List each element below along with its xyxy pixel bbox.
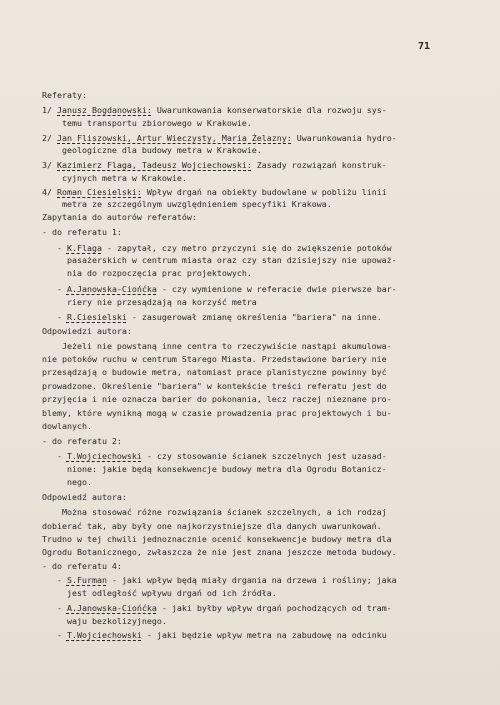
line-text: Jeżeli nie powstaną inne centra to rzeczywiście nastąpi akumulowa-	[61, 341, 392, 351]
document-line	[42, 133, 500, 144]
line-text: przyjęcia i nie oznacza barier do pokonania, lecz raczej nieznane pro-	[42, 394, 392, 404]
document-line	[42, 118, 500, 129]
line-text: - jaki byłby wpływ drgań pochodzących od tram-	[156, 603, 392, 613]
line-text: Wpływ drgań na obiekty budowlane w pobliżu linii	[141, 187, 387, 197]
line-prefix	[42, 173, 62, 183]
line-text: - do referatu 2:	[42, 436, 122, 446]
line-prefix	[42, 507, 62, 517]
document-line	[42, 187, 500, 198]
underlined-name: T.Wojciechowski	[66, 630, 142, 640]
line-prefix	[42, 464, 67, 474]
line-prefix	[42, 341, 62, 351]
document-line	[42, 575, 500, 586]
document-line	[42, 521, 500, 532]
line-text: - czy wymienione w referacie dwie pierwsze bar-	[156, 284, 397, 294]
line-prefix: -	[42, 284, 67, 294]
line-prefix: 1/	[42, 105, 57, 115]
line-prefix: -	[42, 575, 67, 585]
document-line	[42, 212, 500, 223]
underlined-name: S.Furman	[66, 575, 107, 585]
line-text: waju bezkolizyjnego.	[66, 616, 167, 626]
line-text: - zasugerował zmianę określenia "bariera" na inne.	[126, 312, 382, 322]
document-line	[42, 630, 500, 641]
line-prefix	[42, 588, 67, 598]
line-text: prowadzone. Określenie "bariera" w kontekście treści referatu jest do	[42, 381, 387, 391]
document-line	[42, 507, 500, 518]
line-text: Zasady rozwiązań konstruk-	[251, 160, 387, 170]
document-line	[42, 312, 500, 323]
line-text: jest odległość wpływu drgań od ich źródła.	[66, 588, 277, 598]
line-text: nego.	[66, 477, 92, 487]
document-line	[42, 255, 500, 266]
document-line	[42, 105, 500, 116]
document-line	[42, 421, 500, 432]
line-text: Uwarunkowania konserwatorskie dla rozwoju sys-	[151, 105, 387, 115]
line-text: metra ze szczególnym uwzględnieniem specyfiki Krakowa.	[61, 199, 332, 209]
line-prefix: 3/	[42, 160, 57, 170]
document-line	[42, 326, 500, 337]
line-text: Trudno w tej chwili jednoznacznie ocenić konsekwencje budowy metra dla	[42, 534, 392, 544]
document-line	[42, 367, 500, 378]
line-text: - do referatu 1:	[42, 227, 122, 237]
underlined-name: Jan Fliszowski, Artur Wieczysty, Maria Żelazny:	[57, 133, 292, 143]
document-line	[42, 145, 500, 156]
line-text: Zapytania do autorów referatów:	[42, 212, 197, 222]
underlined-name: A.Janowska-Ciońćka	[66, 603, 157, 613]
line-text: Można stosować różne rozwiązania ścianek szczelnych, a ich rodzaj	[61, 507, 387, 517]
document-line	[42, 477, 500, 488]
line-text: Uwarunkowania hydro-	[291, 133, 397, 143]
page-number: 71	[418, 41, 431, 52]
line-prefix: -	[42, 312, 67, 322]
line-text: dobierać tak, aby były one najkorzystniejsze dla danych uwarunkowań.	[42, 521, 382, 531]
document-line	[42, 547, 500, 558]
line-text: Odpowiedź autora:	[42, 492, 127, 502]
document-line	[42, 173, 500, 184]
underlined-name: K.Flaga	[66, 243, 102, 253]
line-prefix: 2/	[42, 133, 57, 143]
line-prefix	[42, 616, 67, 626]
underlined-name: Kazimierz Flaga, Tadeusz Wojciechowski:	[57, 160, 252, 170]
line-text: - jaki wpływ będą miały drgania na drzewa i rośliny; jaka	[106, 575, 397, 585]
line-text: nia do rozpoczęcia prac projektowych.	[66, 268, 252, 278]
document-line	[42, 451, 500, 462]
document-line	[42, 243, 500, 254]
document-line	[42, 616, 500, 627]
line-text: nie potoków ruchu w centrum Starego Miasta. Przedstawione bariery nie	[42, 354, 387, 364]
document-line	[42, 492, 500, 503]
line-text: cyjnych metra w Krakowie.	[61, 173, 187, 183]
line-prefix: -	[42, 603, 67, 613]
document-line	[42, 90, 500, 101]
line-text: - do referatu 4:	[42, 561, 122, 571]
line-text: - jaki będzie wpływ metra na zabudowę na odcinku	[141, 630, 387, 640]
line-prefix: -	[42, 451, 67, 461]
line-prefix	[42, 268, 67, 278]
line-text: riery nie przesądzają na korzyść metra	[66, 297, 257, 307]
document-line	[42, 436, 500, 447]
document-line	[42, 341, 500, 352]
line-text: blemy, które wynikną mogą w czasie prowadzenia prac projektowych i bu-	[42, 408, 392, 418]
document-line	[42, 354, 500, 365]
line-text: Referaty:	[42, 90, 87, 100]
line-prefix	[42, 199, 62, 209]
document-line	[42, 464, 500, 475]
document-line	[42, 394, 500, 405]
document-line	[42, 561, 500, 572]
document-line	[42, 160, 500, 171]
underlined-name: R.Ciesielski	[66, 312, 127, 322]
line-prefix	[42, 297, 67, 307]
document-line	[42, 408, 500, 419]
line-prefix	[42, 477, 67, 487]
line-text: - zapytał, czy metro przyczyni się do zwiększenie potoków	[101, 243, 392, 253]
line-text: Ogrodu Botanicznego, zwłaszcza że nie jest znana jeszcze metoda budowy.	[42, 547, 397, 557]
underlined-name: T.Wojciechowski	[66, 451, 142, 461]
line-prefix	[42, 255, 67, 265]
line-text: geologiczne dla budowy metra w Krakowie.	[61, 145, 262, 155]
document-line	[42, 603, 500, 614]
document-line	[42, 199, 500, 210]
underlined-name: Janusz Bogdanowski:	[57, 105, 152, 115]
document-line	[42, 381, 500, 392]
document-line	[42, 268, 500, 279]
document-line	[42, 588, 500, 599]
line-prefix	[42, 118, 62, 128]
line-text: pasażerskich w centrum miasta oraz czy stan dzisiejszy nie upoważ-	[66, 255, 397, 265]
line-text: temu transportu zbiorowego w Krakowie.	[61, 118, 252, 128]
line-text: nione: jakie będą konsekwencje budowy metra dla Ogrodu Botanicz-	[66, 464, 387, 474]
document-line	[42, 534, 500, 545]
line-prefix: -	[42, 243, 67, 253]
underlined-name: Roman Ciesielski:	[57, 187, 142, 197]
line-prefix	[42, 145, 62, 155]
line-text: - czy stosowanie ścianek szczelnych jest uzasad-	[141, 451, 387, 461]
document-line	[42, 227, 500, 238]
document-line	[42, 297, 500, 308]
line-text: przesądzają o budowie metra, natomiast prace planistyczne powinny być	[42, 367, 387, 377]
document-line	[42, 284, 500, 295]
line-prefix: -	[42, 630, 67, 640]
underlined-name: A.Janowska-Ciońćka	[66, 284, 157, 294]
line-text: Odpowiedzi autora:	[42, 326, 132, 336]
line-text: dowlanych.	[42, 421, 92, 431]
line-prefix: 4/	[42, 187, 57, 197]
